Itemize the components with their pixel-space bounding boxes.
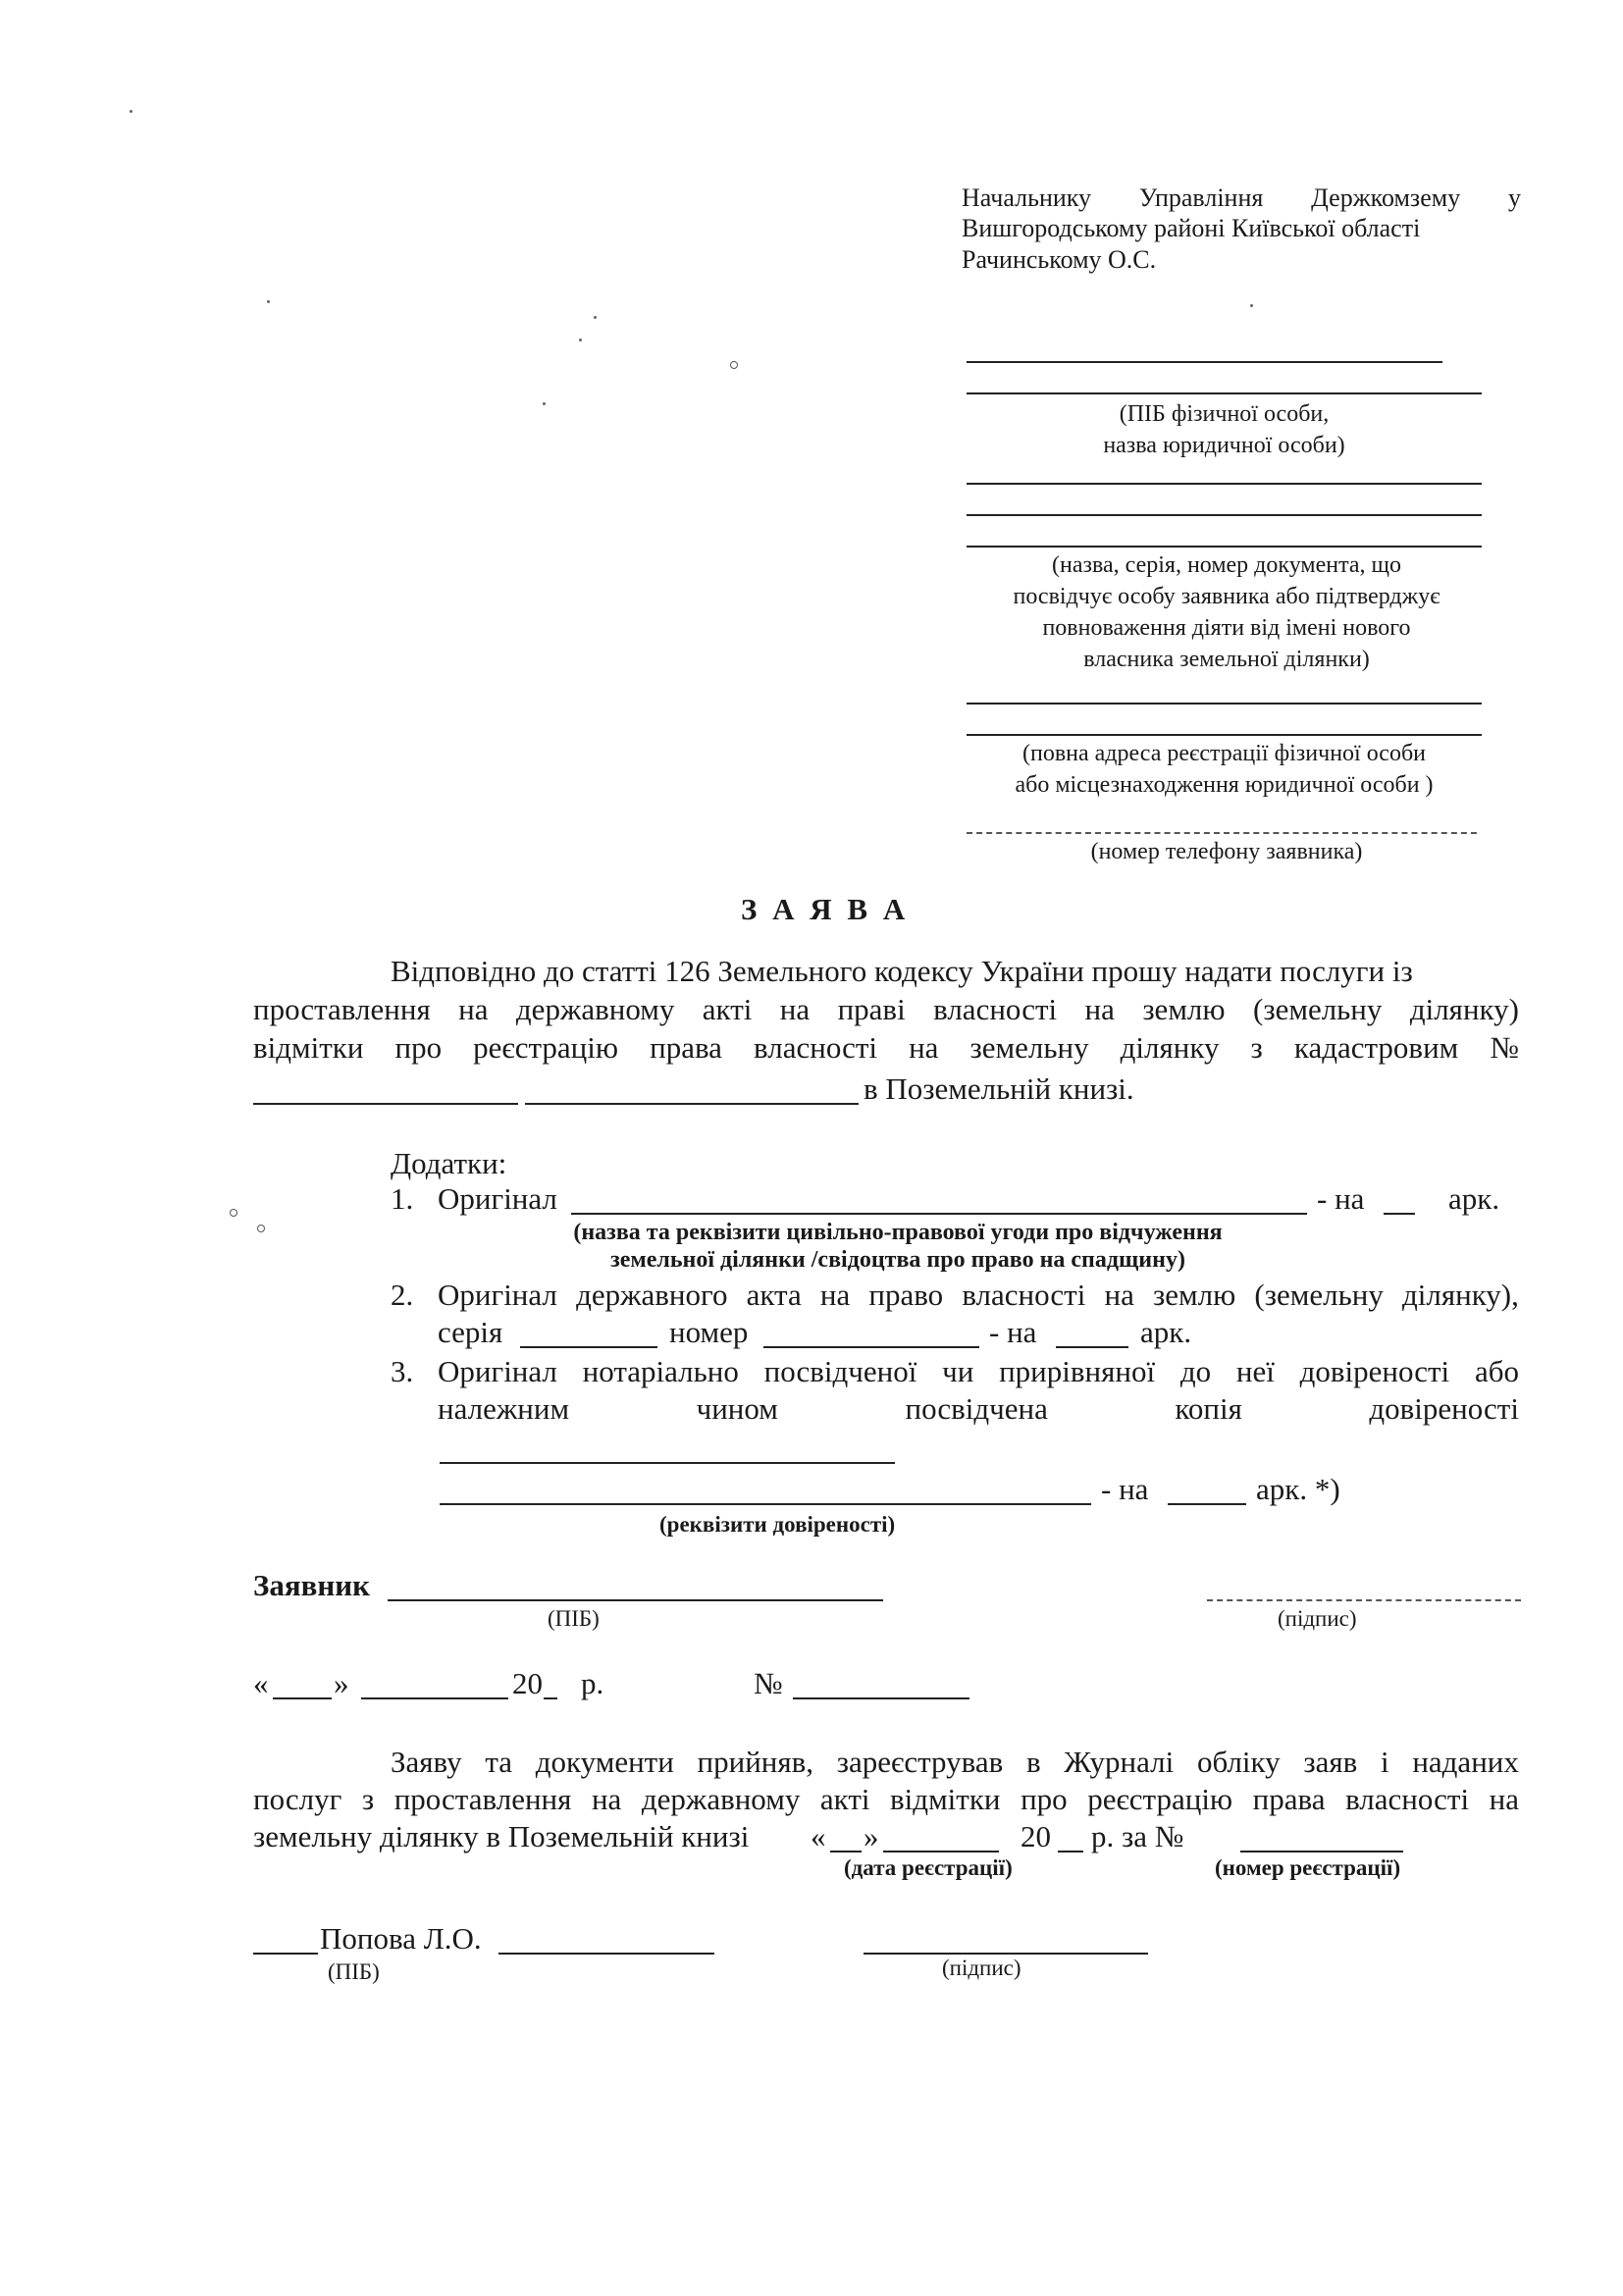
attachment-3-caption: (реквізити довіреності) [659, 1512, 896, 1537]
document-blank-1[interactable] [967, 483, 1482, 485]
scan-speck [130, 110, 132, 113]
address-caption: (повна адреса реєстрації фізичної особи або місцезнаходження юридичної особи ) [1015, 741, 1434, 798]
applicant-name-blank-2[interactable] [967, 392, 1482, 394]
applicant-year-prefix: 20 [512, 1666, 543, 1700]
registration-date-open: « [811, 1819, 826, 1853]
document-blank-3[interactable] [967, 546, 1482, 548]
registration-line-2: послуг з проставлення на державному акті відмітки про реєстрацію права власності на [253, 1782, 1519, 1816]
officer-name: Попова Л.О. [320, 1921, 482, 1956]
scan-speck [1250, 304, 1253, 307]
registration-line-1: Заяву та документи прийняв, зареєстрував в Журналі обліку заяв і наданих [391, 1745, 1519, 1779]
addressee-line-3: Рачинському О.С. [962, 245, 1157, 274]
attachment-2-pages-prefix: - на [989, 1315, 1037, 1349]
attachment-2-number-blank[interactable] [763, 1346, 979, 1348]
applicant-number-sign: № [754, 1666, 783, 1700]
registration-number-caption: (номер реєстрації) [1215, 1855, 1401, 1880]
registration-date-month[interactable] [883, 1851, 999, 1852]
attachment-2-line-1: Оригінал державного акта на право власності на землю (земельну ділянку), [438, 1278, 1519, 1312]
attachment-2-series-blank[interactable] [520, 1346, 657, 1348]
officer-name-trailing-line [498, 1953, 714, 1955]
punch-hole-mark [257, 1225, 265, 1232]
applicant-year-blank[interactable] [544, 1697, 557, 1699]
attachment-3-number: 3. [391, 1354, 414, 1388]
applicant-label: Заявник [253, 1568, 370, 1602]
registration-date-close: » [864, 1819, 879, 1853]
address-blank-2[interactable] [967, 734, 1482, 736]
scan-speck [579, 339, 582, 341]
registration-year-prefix: 20 [1021, 1819, 1051, 1853]
address-blank-1[interactable] [967, 703, 1482, 704]
scan-speck [594, 316, 597, 319]
applicant-date-open: « [253, 1666, 269, 1700]
attachment-3-line-1: Оригінал нотаріально посвідченої чи прирівняної до неї довіреності або [438, 1354, 1519, 1388]
attachment-1-pages-blank[interactable] [1384, 1213, 1415, 1215]
phone-blank[interactable] [967, 832, 1477, 834]
registration-date-day[interactable] [830, 1851, 862, 1852]
statement-line-2: проставлення на державному акті на праві власності на землю (земельну ділянку) [253, 992, 1519, 1026]
attachment-1-pages-prefix: - на [1317, 1181, 1365, 1216]
attachment-2-series-label: серія [438, 1315, 503, 1349]
addressee-line-1: Начальнику Управління Держкомзему у [962, 183, 1521, 212]
registration-line-3-start: земельну ділянку в Поземельній книзі [253, 1819, 750, 1853]
attachment-3-pages-prefix: - на [1101, 1472, 1149, 1506]
person-caption: (ПІБ фізичної особи, назва юридичної особи) [1103, 401, 1345, 458]
attachment-3-pages-suffix: арк. *) [1256, 1472, 1340, 1506]
punch-hole-mark [230, 1209, 237, 1217]
applicant-name-caption: (ПІБ) [548, 1606, 600, 1631]
cadastral-number-blank-2[interactable] [525, 1103, 859, 1105]
applicant-name-blank-1[interactable] [967, 361, 1442, 363]
attachment-2-number: 2. [391, 1278, 414, 1312]
registration-year-blank[interactable] [1058, 1851, 1083, 1852]
applicant-number-field[interactable] [793, 1697, 969, 1699]
applicant-date-close: » [334, 1666, 349, 1700]
phone-caption: (номер телефону заявника) [1090, 839, 1363, 864]
statement-line-3: відмітки про реєстрацію права власності на земельну ділянку з кадастровим № [253, 1030, 1519, 1065]
registration-number-label: р. за № [1091, 1819, 1184, 1853]
applicant-date-day[interactable] [273, 1697, 332, 1699]
scan-speck [267, 300, 270, 303]
attachment-1-caption: (назва та реквізити цивільно-правової угоди про відчуження земельної ділянки /свідоцтва про право на спадщину) [573, 1220, 1223, 1273]
registration-date-caption: (дата реєстрації) [844, 1855, 1013, 1880]
officer-signature-caption: (підпис) [942, 1956, 1021, 1980]
applicant-signature-field[interactable] [1207, 1599, 1521, 1601]
applicant-name-field[interactable] [388, 1599, 883, 1601]
attachment-3-blank-1[interactable] [440, 1462, 895, 1464]
attachment-1-label: Оригінал [438, 1181, 557, 1216]
punch-hole-mark [730, 361, 738, 369]
document-blank-2[interactable] [967, 514, 1482, 516]
document-caption: (назва, серія, номер документа, що посвідчує особу заявника або підтверджує повноваження діяти від імені нового власника земельної ділянки) [1013, 552, 1440, 672]
applicant-date-month[interactable] [361, 1697, 508, 1699]
applicant-year-suffix: р. [581, 1666, 604, 1700]
statement-line-4-tail: в Поземельній книзі. [864, 1071, 1134, 1106]
officer-name-caption: (ПІБ) [328, 1959, 380, 1984]
attachment-3-line-2: належним чином посвідчена копія довіреності [438, 1391, 1519, 1426]
attachment-2-number-label: номер [669, 1315, 749, 1349]
attachment-2-pages-suffix: арк. [1140, 1315, 1192, 1349]
cadastral-number-blank-1[interactable] [253, 1103, 518, 1105]
registration-number-field[interactable] [1240, 1851, 1403, 1852]
attachments-heading: Додатки: [391, 1146, 507, 1180]
attachment-1-pages-suffix: арк. [1448, 1181, 1500, 1216]
attachment-3-blank-2[interactable] [440, 1503, 1091, 1505]
attachment-1-blank[interactable] [571, 1213, 1307, 1215]
statement-line-1: Відповідно до статті 126 Земельного кодексу України прошу надати послуги із [391, 954, 1413, 988]
addressee-line-2: Вишгородському районі Київської області [962, 214, 1421, 242]
applicant-signature-caption: (підпис) [1278, 1606, 1357, 1631]
attachment-1-number: 1. [391, 1181, 414, 1216]
attachment-3-pages-blank[interactable] [1168, 1503, 1246, 1505]
document-title: З А Я В А [741, 892, 910, 926]
attachment-2-pages-blank[interactable] [1056, 1346, 1128, 1348]
scan-speck [543, 402, 546, 405]
officer-name-leading-line [253, 1953, 318, 1955]
